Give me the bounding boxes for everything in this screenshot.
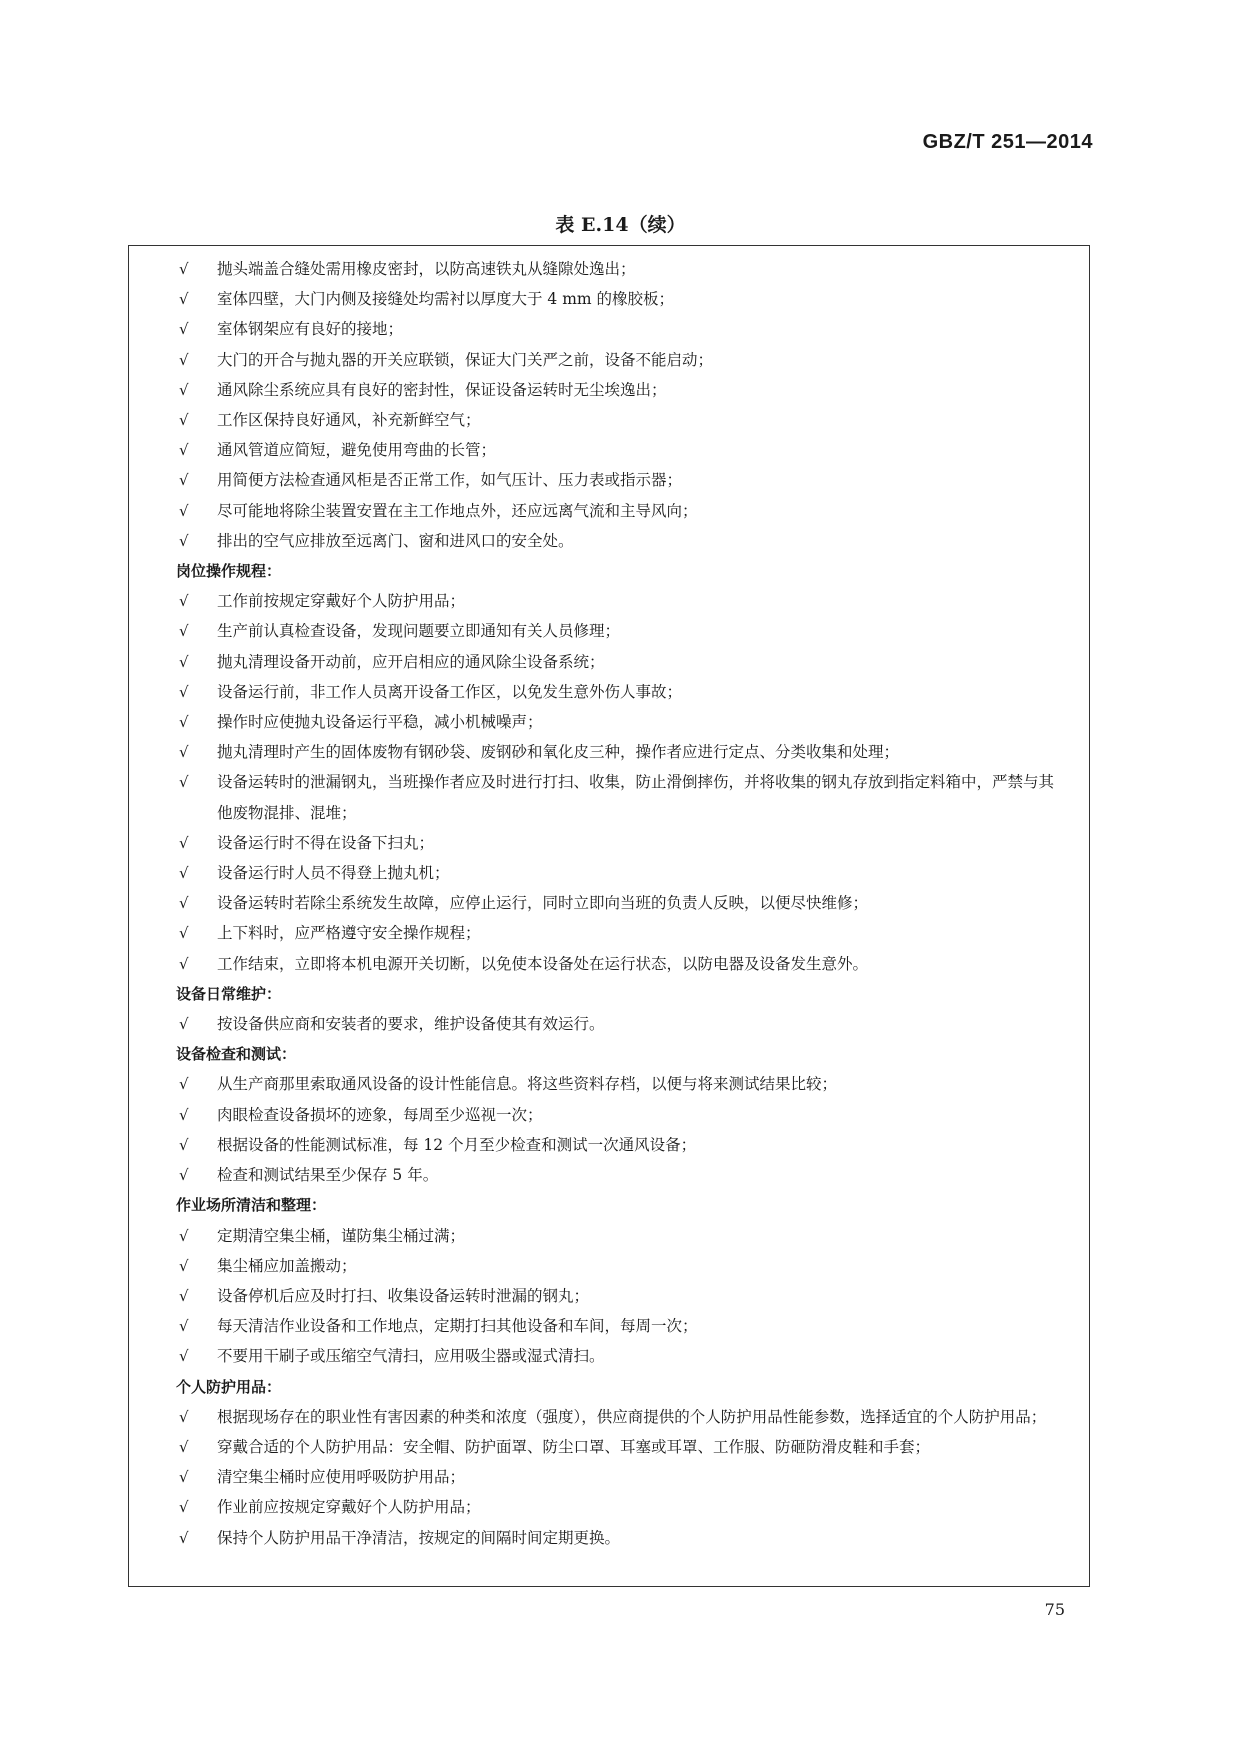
check-icon: √ [179, 1286, 189, 1305]
list-item [179, 1281, 1069, 1311]
check-icon: √ [179, 411, 189, 430]
list-item-text: 作业前应按规定穿戴好个人防护用品； [217, 1498, 481, 1517]
list-item [179, 314, 1069, 344]
list-item-text: 室体四壁，大门内侧及接缝处均需衬以厚度大于 4 mm 的橡胶板； [217, 290, 675, 309]
check-icon: √ [179, 1347, 189, 1366]
list-item-text: 抛丸清理时产生的固体废物有钢砂袋、废钢砂和氧化皮三种，操作者应进行定点、分类收集和处理； [217, 743, 900, 762]
page-number: 75 [1044, 1600, 1065, 1619]
list-item [179, 375, 1069, 405]
section-heading: 作业场所清洁和整理： [176, 1196, 327, 1215]
list-item-text: 穿戴合适的个人防护用品：安全帽、防护面罩、防尘口罩、耳塞或耳罩、工作服、防砸防滑皮鞋和手套； [217, 1437, 931, 1456]
list-item-text: 排出的空气应排放至远离门、窗和进风口的安全处。 [217, 531, 574, 550]
list-item-text: 上下料时，应严格遵守安全操作规程； [217, 924, 481, 943]
check-icon: √ [179, 1437, 189, 1456]
list-item-text: 设备停机后应及时打扫、收集设备运转时泄漏的钢丸； [217, 1286, 590, 1305]
list-item-text: 肉眼检查设备损坏的迹象，每周至少巡视一次； [217, 1105, 543, 1124]
list-item [179, 496, 1069, 526]
check-icon: √ [179, 1317, 189, 1336]
check-icon: √ [179, 320, 189, 339]
check-icon: √ [179, 380, 189, 399]
check-icon: √ [179, 471, 189, 490]
table-content [176, 254, 1069, 1553]
list-item [179, 465, 1069, 495]
check-icon: √ [179, 1468, 189, 1487]
list-item-text: 清空集尘桶时应使用呼吸防护用品； [217, 1468, 466, 1487]
check-icon: √ [179, 1498, 189, 1517]
check-icon: √ [179, 682, 189, 701]
list-item-text: 设备运行时不得在设备下扫丸； [217, 833, 435, 852]
check-icon: √ [179, 1407, 189, 1426]
check-icon: √ [179, 1528, 189, 1547]
check-icon: √ [179, 894, 189, 913]
check-icon: √ [179, 864, 189, 883]
check-icon: √ [179, 1256, 189, 1275]
list-item-text: 室体钢架应有良好的接地； [217, 320, 404, 339]
list-item-text: 通风除尘系统应具有良好的密封性，保证设备运转时无尘埃逸出； [217, 380, 667, 399]
list-item [179, 858, 1069, 888]
check-icon: √ [179, 1135, 189, 1154]
list-item [179, 1492, 1069, 1522]
list-item-text: 设备运转时若除尘系统发生故障，应停止运行，同时立即向当班的负责人反映，以便尽快维修； [217, 894, 869, 913]
list-item-text: 定期清空集尘桶，谨防集尘桶过满； [217, 1226, 466, 1245]
list-item [179, 254, 1069, 284]
list-item-text: 设备运行前，非工作人员离开设备工作区，以免发生意外伤人事故； [217, 682, 683, 701]
list-item [179, 767, 1069, 827]
list-item-text: 工作区保持良好通风，补充新鲜空气； [217, 411, 481, 430]
check-icon: √ [179, 260, 189, 278]
list-item-text: 集尘桶应加盖搬动； [217, 1256, 357, 1275]
list-item [179, 435, 1069, 465]
list-item [179, 1311, 1069, 1341]
list-item [179, 1432, 1069, 1462]
list-item [179, 949, 1069, 979]
table-title: 表 E.14（续） [555, 214, 686, 236]
list-item-text: 根据现场存在的职业性有害因素的种类和浓度（强度），供应商提供的个人防护用品性能参数，选择适宜的个人防护用品； [217, 1407, 1047, 1426]
list-item [179, 586, 1069, 616]
check-icon: √ [179, 713, 189, 732]
list-item [179, 828, 1069, 858]
check-icon: √ [179, 652, 189, 671]
list-item [179, 284, 1069, 314]
list-item [179, 1251, 1069, 1281]
list-item-text: 根据设备的性能测试标准，每 12 个月至少检查和测试一次通风设备； [217, 1135, 697, 1154]
list-item [179, 616, 1069, 646]
list-item [179, 647, 1069, 677]
list-item-text: 用简便方法检查通风柜是否正常工作，如气压计、压力表或指示器； [217, 471, 683, 490]
list-item [179, 888, 1069, 918]
section-heading: 设备日常维护： [176, 984, 282, 1003]
list-item-text: 大门的开合与抛丸器的开关应联锁，保证大门关严之前，设备不能启动； [217, 350, 714, 369]
list-item [179, 677, 1069, 707]
list-item-text: 工作结束，立即将本机电源开关切断，以免使本设备处在运行状态，以防电器及设备发生意外。 [217, 954, 869, 973]
list-item [179, 918, 1069, 948]
list-item [179, 345, 1069, 375]
check-icon: √ [179, 592, 189, 611]
list-item [179, 1341, 1069, 1371]
list-item-text: 保持个人防护用品干净清洁，按规定的间隔时间定期更换。 [217, 1528, 621, 1547]
check-icon: √ [179, 1015, 189, 1034]
check-icon: √ [179, 743, 189, 762]
check-icon: √ [179, 954, 189, 973]
list-item [179, 526, 1069, 556]
list-item [179, 707, 1069, 737]
check-icon: √ [179, 1226, 189, 1245]
section-heading: 设备检查和测试： [176, 1045, 297, 1064]
table-frame [128, 245, 1090, 1587]
list-item-text: 按设备供应商和安装者的要求，维护设备使其有效运行。 [217, 1015, 605, 1034]
list-item-text: 工作前按规定穿戴好个人防护用品； [217, 592, 466, 611]
list-item [179, 405, 1069, 435]
list-item [179, 737, 1069, 767]
check-icon: √ [179, 622, 189, 641]
section-heading: 岗位操作规程： [176, 562, 282, 581]
list-item-text: 抛头端盖合缝处需用橡皮密封，以防高速铁丸从缝隙处逸出； [217, 260, 636, 278]
check-icon: √ [179, 531, 189, 550]
list-item [179, 1523, 1069, 1553]
list-item-text: 尽可能地将除尘装置安置在主工作地点外，还应远离气流和主导风向； [217, 501, 698, 520]
check-icon: √ [179, 290, 189, 309]
check-icon: √ [179, 924, 189, 943]
list-item-text: 不要用干刷子或压缩空气清扫，应用吸尘器或湿式清扫。 [217, 1347, 605, 1366]
check-icon: √ [179, 350, 189, 369]
list-item-text: 抛丸清理设备开动前，应开启相应的通风除尘设备系统； [217, 652, 605, 671]
list-item [179, 1160, 1069, 1190]
list-item-text: 从生产商那里索取通风设备的设计性能信息。将这些资料存档，以便与将来测试结果比较； [217, 1075, 838, 1094]
list-item-text: 操作时应使抛丸设备运行平稳，减小机械噪声； [217, 713, 543, 732]
list-item [179, 1009, 1069, 1039]
list-item [179, 1100, 1069, 1130]
check-icon: √ [179, 773, 189, 792]
list-item-text: 设备运转时的泄漏钢丸，当班操作者应及时进行打扫、收集，防止滑倒摔伤，并将收集的钢丸存放到指定料箱中，严禁与其他废物混排、混堆； [217, 773, 1055, 822]
list-item [179, 1069, 1069, 1099]
check-icon: √ [179, 1166, 189, 1185]
check-icon: √ [179, 833, 189, 852]
section-heading: 个人防护用品： [176, 1377, 282, 1396]
list-item [179, 1462, 1069, 1492]
list-item [179, 1402, 1069, 1432]
check-icon: √ [179, 441, 189, 460]
list-item-text: 生产前认真检查设备，发现问题要立即通知有关人员修理； [217, 622, 621, 641]
list-item [179, 1221, 1069, 1251]
list-item [179, 1130, 1069, 1160]
check-icon: √ [179, 1075, 189, 1094]
list-item-text: 检查和测试结果至少保存 5 年。 [217, 1166, 439, 1185]
document-code: GBZ/T 251—2014 [922, 131, 1093, 153]
list-item-text: 每天清洁作业设备和工作地点，定期打扫其他设备和车间，每周一次； [217, 1317, 698, 1336]
list-item-text: 通风管道应简短，避免使用弯曲的长管； [217, 441, 497, 460]
list-item-text: 设备运行时人员不得登上抛丸机； [217, 864, 450, 883]
check-icon: √ [179, 1105, 189, 1124]
check-icon: √ [179, 501, 189, 520]
